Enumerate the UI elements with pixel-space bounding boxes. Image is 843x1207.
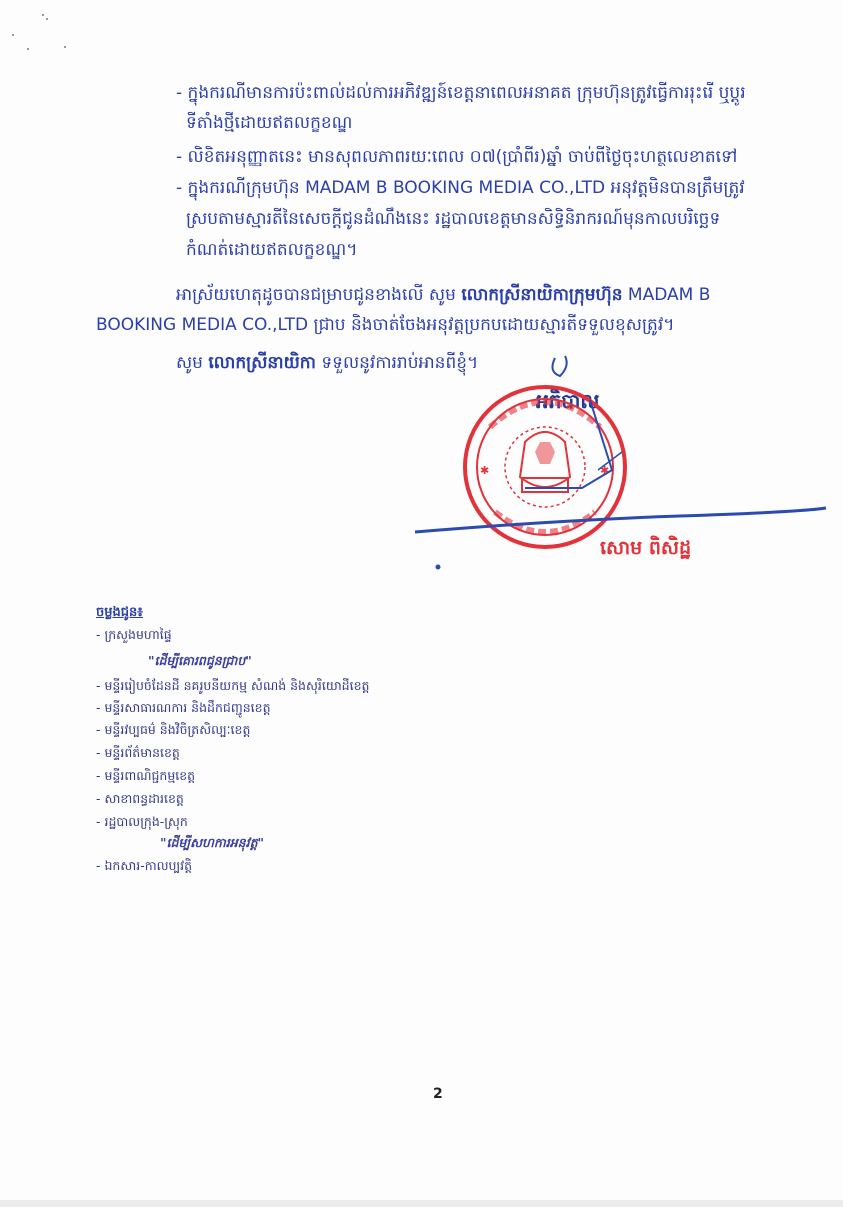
regards-text-a: សូម xyxy=(176,353,209,373)
closing-text-a: អាស្រ័យហេតុដូចបានជម្រាបជូនខាងលើ សូម xyxy=(176,285,462,305)
cc-heading-1: "ដើម្បីគោរពជូនជ្រាប" xyxy=(148,653,252,668)
cc-item-3: - មន្ទីរសាធារណការ និងដឹកជញ្ជូនខេត្ត xyxy=(96,700,271,715)
cc-heading-2: "ដើម្បីសហការអនុវត្ត" xyxy=(160,835,265,850)
body-line-2: ទីតាំងថ្មីដោយឥតលក្ខខណ្ឌ xyxy=(186,113,353,133)
body-line-6: កំណត់ដោយឥតលក្ខខណ្ឌ។ xyxy=(186,240,358,260)
cc-item-2: - មន្ទីររៀបចំដែនដី នគរូបនីយកម្ម សំណង់ និងសុរិយោដីខេត្ត xyxy=(96,678,370,693)
cc-item-1: - ក្រសួងមហាផ្ទៃ xyxy=(96,627,172,642)
cc-item-9: - ឯកសារ-កាលប្បវត្តិ xyxy=(96,858,193,873)
cc-item-5: - មន្ទីរព័ត៌មានខេត្ត xyxy=(96,745,180,760)
cc-title: ចម្លងជូន៖ xyxy=(96,605,143,620)
svg-text:✱: ✱ xyxy=(600,464,610,477)
page-bottom-edge xyxy=(0,1200,843,1207)
governor-title: អភិបាល xyxy=(536,389,600,413)
signatory-name: សោម ពិសិដ្ឋ xyxy=(600,537,692,559)
regards-addressee-bold: លោកស្រីនាយិកា xyxy=(208,353,316,373)
cc-item-8: - រដ្ឋបាលក្រុង-ស្រុក xyxy=(96,814,188,829)
svg-text:✱: ✱ xyxy=(480,464,490,477)
regards-text-c: ទទួលនូវការរាប់អានពីខ្ញុំ។ xyxy=(315,353,479,373)
addressee-bold: លោកស្រីនាយិកាក្រុមហ៊ុន xyxy=(461,285,623,305)
page-number: 2 xyxy=(433,1086,443,1102)
cc-item-7: - សាខាពន្ធដារខេត្ត xyxy=(96,791,184,806)
company-name: MADAM B xyxy=(622,285,711,305)
body-line-1: - ក្នុងករណីមានការប៉ះពាល់ដល់ការអភិវឌ្ឍន៍ខេត្តនាពេលអនាគត ក្រុមហ៊ុនត្រូវធ្វើការរុះរើ ឬប្តូរ xyxy=(176,83,746,103)
body-line-4: - ក្នុងករណីក្រុមហ៊ុន MADAM B BOOKING MEDIA CO.,LTD អនុវត្តមិនបានត្រឹមត្រូវ xyxy=(176,178,745,198)
signature-ink xyxy=(0,0,843,600)
cc-item-4: - មន្ទីរវប្បធម៌ និងវិចិត្រសិល្បៈខេត្ត xyxy=(96,722,251,737)
closing-paragraph-line-2: BOOKING MEDIA CO.,LTD ជ្រាប និងចាត់ចែងអនុវត្តប្រកបដោយស្មារតីទទួលខុសត្រូវ។ xyxy=(96,315,675,335)
cc-item-6: - មន្ទីរពាណិជ្ជកម្មខេត្ត xyxy=(96,768,196,783)
body-line-5: ស្របតាមស្មារតីនៃសេចក្តីជូនដំណឹងនេះ រដ្ឋបាលខេត្តមានសិទ្ធិនិរាករណ៍មុនកាលបរិច្ឆេទ xyxy=(186,209,721,229)
body-line-3: - លិខិតអនុញ្ញាតនេះ មានសុពលភាពរយៈពេល ០៧(ប្រាំពីរ)ឆ្នាំ ចាប់ពីថ្ងៃចុះហត្ថលេខាតទៅ xyxy=(176,147,738,167)
